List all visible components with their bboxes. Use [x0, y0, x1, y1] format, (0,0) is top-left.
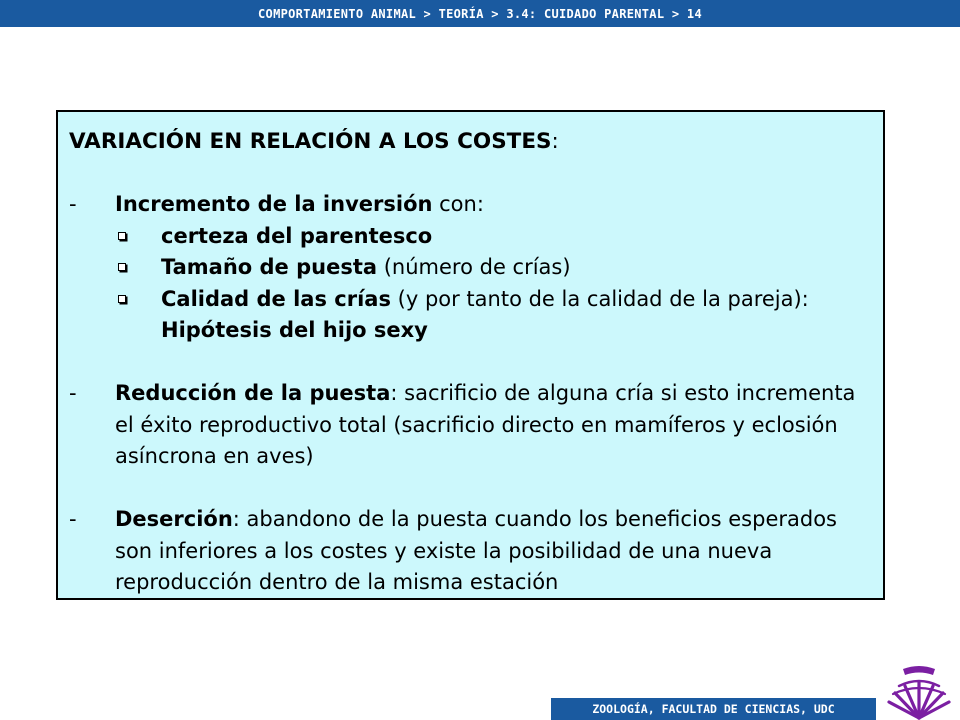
list-item-reduccion [69, 378, 873, 473]
item-text: con: [432, 192, 484, 216]
list-item-desercion [69, 504, 873, 599]
dash-marker: - [69, 507, 77, 531]
footer-bar [551, 698, 876, 720]
square-bullet-icon [115, 284, 161, 347]
square-bullet-icon [115, 221, 161, 253]
breadcrumb: COMPORTAMIENTO ANIMAL > TEORÍA > 3.4: CUIDADO PARENTAL > 14 [258, 6, 702, 21]
bullet-item: Calidad de las crías (y por tanto de la calidad de la pareja): Hipótesis del hijo sexy [69, 284, 873, 347]
bullet-item: Tamaño de puesta (número de crías) [69, 252, 873, 284]
list-item-incremento [69, 189, 873, 221]
card-title: VARIACIÓN EN RELACIÓN A LOS COSTES: [69, 129, 559, 154]
breadcrumb-bar [0, 0, 960, 27]
dash-marker: - [69, 381, 77, 405]
item-heading: Incremento de la inversión [115, 192, 433, 216]
item-text: : sacrificio de alguna cría si esto incrementa el éxito reproductivo total (sacrificio directo en mamíferos y eclosión asíncrona en aves) [115, 381, 856, 468]
item-heading: Reducción de la puesta [115, 381, 391, 405]
udc-logo-icon [883, 660, 955, 720]
bullet-item: certeza del parentesco [69, 221, 873, 253]
dash-marker: - [69, 192, 77, 216]
item-text: : abandono de la puesta cuando los beneficios esperados son inferiores a los costes y existe la posibilidad de una nueva reproducción dentro de la misma estación [115, 507, 837, 594]
item-heading: Deserción [115, 507, 233, 531]
content-card [56, 110, 885, 600]
square-bullet-icon [115, 252, 161, 284]
footer-text: ZOOLOGÍA, FACULTAD DE CIENCIAS, UDC [592, 702, 835, 716]
